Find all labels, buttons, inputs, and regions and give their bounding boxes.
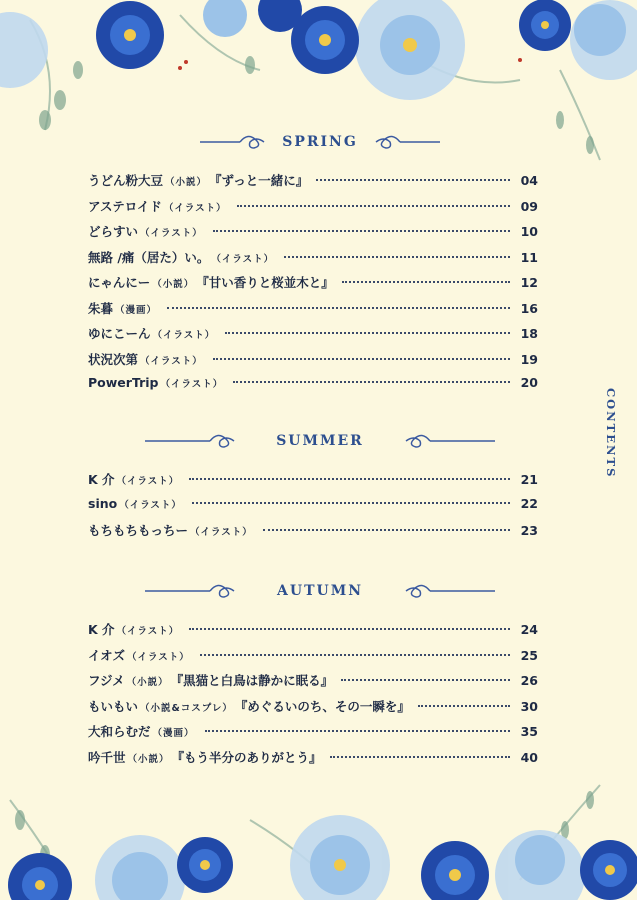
dot-leader xyxy=(200,654,510,656)
page-number: 20 xyxy=(520,375,538,390)
entry-type: （漫画） xyxy=(115,304,158,316)
dot-leader xyxy=(213,358,510,360)
dot-leader xyxy=(284,256,510,258)
toc-entry[interactable] xyxy=(88,222,538,248)
toc-entry[interactable] xyxy=(88,248,538,274)
page-number: 16 xyxy=(520,300,538,316)
page-number: 24 xyxy=(520,622,538,637)
dot-leader xyxy=(225,332,510,334)
page-number: 23 xyxy=(520,523,538,538)
entry-type: （イラスト） xyxy=(140,355,203,367)
page-number: 10 xyxy=(520,224,538,239)
dot-leader xyxy=(418,705,510,707)
toc-entry[interactable] xyxy=(88,197,538,223)
entry-type: （イラスト） xyxy=(211,253,275,265)
entry-author: どらすい xyxy=(88,224,139,239)
toc-list-summer xyxy=(88,470,538,547)
toc-list-autumn xyxy=(88,620,538,773)
page-number: 40 xyxy=(520,749,538,765)
entry-author: K 介 xyxy=(88,622,115,637)
floral-border-bottom xyxy=(0,780,637,900)
entry-type: （漫画） xyxy=(152,728,195,739)
entry-work-title: 『黒猫と白鳥は静かに眠る』 xyxy=(170,673,334,688)
entry-type: （小説） xyxy=(152,279,195,290)
entry-author: K 介 xyxy=(88,472,115,487)
toc-entry[interactable] xyxy=(88,671,538,697)
dot-leader xyxy=(341,679,510,681)
entry-author: イオズ xyxy=(88,647,126,663)
entry-type: （イラスト） xyxy=(140,228,203,239)
page-number: 25 xyxy=(520,647,538,663)
page-number: 22 xyxy=(520,495,538,511)
entry-type: （小説&コスプレ） xyxy=(140,702,233,714)
entry-work-title: 『ずっと一緒に』 xyxy=(209,173,309,188)
dot-leader xyxy=(316,179,510,181)
entry-type: （イラスト） xyxy=(116,476,180,487)
toc-list-spring xyxy=(88,171,538,401)
page-number: 09 xyxy=(520,198,538,214)
toc-entry[interactable] xyxy=(88,324,538,350)
dot-leader xyxy=(205,730,510,732)
toc-entry[interactable] xyxy=(88,521,538,547)
toc-entry[interactable] xyxy=(88,620,538,646)
page-number: 18 xyxy=(520,326,538,341)
entry-author: フジメ xyxy=(88,673,125,688)
entry-author: 無路 /痛（居た）い。 xyxy=(88,249,210,265)
entry-author: sino xyxy=(88,495,118,511)
dot-leader xyxy=(213,230,510,232)
toc-entry[interactable] xyxy=(88,748,538,774)
toc-entry[interactable] xyxy=(88,697,538,723)
entry-type: （イラスト） xyxy=(160,379,224,390)
entry-work-title: 『もう半分のありがとう』 xyxy=(171,749,322,765)
entry-author: 状況次第 xyxy=(88,351,139,367)
entry-type: （小説） xyxy=(126,677,169,688)
toc-entry[interactable] xyxy=(88,646,538,672)
page-number: 19 xyxy=(520,351,538,367)
entry-type: （イラスト） xyxy=(190,527,253,538)
dot-leader xyxy=(233,381,510,383)
page-number: 11 xyxy=(520,249,538,265)
page-number: 26 xyxy=(520,673,538,688)
entry-author: PowerTrip xyxy=(88,375,159,390)
section-title: SPRING xyxy=(276,134,364,150)
dot-leader xyxy=(189,478,510,480)
page-number: 30 xyxy=(520,698,538,714)
toc-entry[interactable] xyxy=(88,350,538,376)
entry-author: 大和らむだ xyxy=(88,724,151,739)
entry-work-title: 『甘い香りと桜並木と』 xyxy=(196,275,334,290)
entry-type: （イラスト） xyxy=(116,626,180,637)
entry-author: にゃんにー xyxy=(88,275,151,290)
dot-leader xyxy=(330,756,510,758)
toc-entry[interactable] xyxy=(88,375,538,401)
page-number: 21 xyxy=(520,472,538,487)
dot-leader xyxy=(189,628,510,630)
dot-leader xyxy=(237,205,510,207)
entry-author: ゆにこーん xyxy=(88,326,151,341)
entry-author: もいもい xyxy=(88,698,139,714)
dot-leader xyxy=(167,307,510,309)
toc-entry[interactable] xyxy=(88,470,538,496)
section-title: AUTUMN xyxy=(271,583,369,599)
section-header-spring xyxy=(140,129,500,155)
entry-type: （イラスト） xyxy=(127,651,190,663)
toc-entry[interactable] xyxy=(88,496,538,522)
toc-entry[interactable] xyxy=(88,299,538,325)
entry-author: 吟千世 xyxy=(88,749,126,765)
page-number: 35 xyxy=(520,724,538,739)
entry-type: （小説） xyxy=(165,177,208,188)
dot-leader xyxy=(263,529,510,531)
dot-leader xyxy=(192,502,510,504)
entry-author: アステロイド xyxy=(88,198,162,214)
section-header-autumn xyxy=(140,578,500,604)
entry-type: （イラスト） xyxy=(152,330,216,341)
toc-entry[interactable] xyxy=(88,273,538,299)
entry-author: もちもちもっちー xyxy=(88,523,189,538)
page-number: 12 xyxy=(520,275,538,290)
page-number: 04 xyxy=(520,173,538,188)
dot-leader xyxy=(342,281,510,283)
section-header-summer xyxy=(140,428,500,454)
entry-author: 朱暮 xyxy=(88,300,114,316)
entry-author: うどん粉大豆 xyxy=(88,173,164,188)
entry-work-title: 『めぐるいのち、その一瞬を』 xyxy=(234,698,410,714)
entry-type: （イラスト） xyxy=(119,499,182,511)
toc-entry[interactable] xyxy=(88,722,538,748)
contents-side-label: CONTENTS xyxy=(604,388,618,479)
entry-type: （小説） xyxy=(127,753,170,765)
section-title: SUMMER xyxy=(270,433,370,449)
entry-type: （イラスト） xyxy=(163,202,227,214)
toc-entry[interactable] xyxy=(88,171,538,197)
